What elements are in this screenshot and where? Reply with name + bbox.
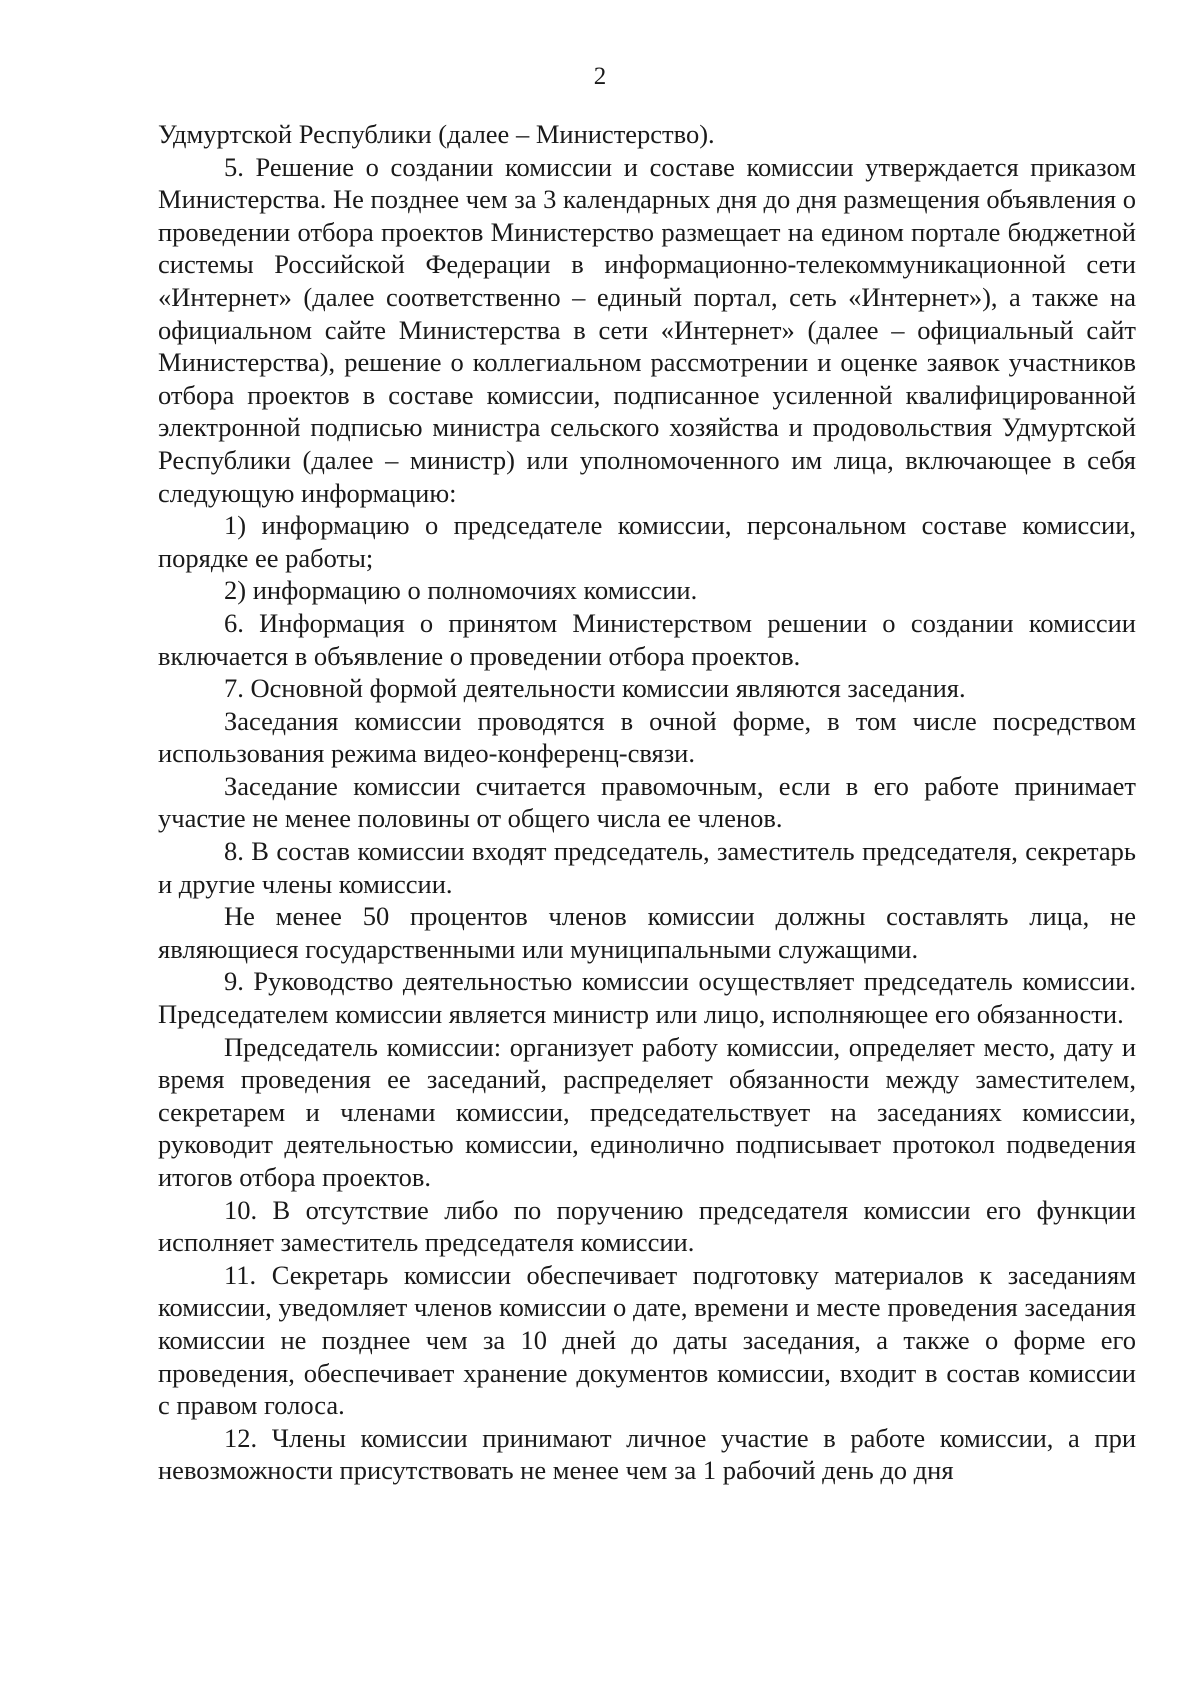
paragraph-item-8-composition: Не менее 50 процентов членов комиссии должны составлять лица, не являющиеся государственными или муниципальными служащими. — [158, 901, 1136, 964]
paragraph-item-5: 5. Решение о создании комиссии и составе комиссии утверждается приказом Министерства. Не позднее чем за 3 календарных дня до дня размещения объявления о проведении отбора проектов Министерство размещает на едином портале бюджетной системы Российской Федерации в информационно-телекоммуникационной сети «Интернет» (далее соответственно – единый портал, сеть «Интернет»), а также на официальном сайте Министерства в сети «Интернет» (далее – официальный сайт Министерства), решение о коллегиальном рассмотрении и оценке заявок участников отбора проектов в составе комиссии, подписанное усиленной квалифицированной электронной подписью министра сельского хозяйства и продовольствия Удмуртской Республики (далее – министр) или уполномоченного им лица, включающее в себя следующую информацию: — [158, 151, 1136, 508]
paragraph-subitem-2: 2) информацию о полномочиях комиссии. — [224, 575, 698, 606]
paragraph-item-6: 6. Информация о принятом Министерством решении о создании комиссии включается в объявление о проведении отбора проектов. — [158, 607, 1136, 671]
paragraph-item-7-meetings-form: Заседания комиссии проводятся в очной форме, в том числе посредством использования режима видео-конференц-связи. — [158, 705, 1136, 769]
paragraph-item-9-chairman-duties: Председатель комиссии: организует работу комиссии, определяет место, дату и время проведения ее заседаний, распределяет обязанности между заместителем, секретарем и членами комиссии, председательствует на заседаниях комиссии, руководит деятельностью комиссии, единолично подписывает протокол подведения итогов отбора проектов. — [158, 1031, 1136, 1192]
paragraph-item-10: 10. В отсутствие либо по поручению председателя комиссии его функции исполняет заместитель председателя комиссии. — [158, 1194, 1136, 1258]
paragraph-item-7: 7. Основной формой деятельности комиссии являются заседания. — [224, 673, 966, 704]
paragraph-subitem-1: 1) информацию о председателе комиссии, персональном составе комиссии, порядке ее работы; — [158, 510, 1136, 573]
paragraph-item-7-quorum: Заседание комиссии считается правомочным, если в его работе принимает участие не менее половины от общего числа ее членов. — [158, 770, 1136, 834]
paragraph-continuation: Удмуртской Республики (далее – Министерство). — [158, 119, 715, 149]
paragraph-item-12: 12. Члены комиссии принимают личное участие в работе комиссии, а при невозможности присутствовать не менее чем за 1 рабочий день до дня — [158, 1422, 1136, 1486]
page-number: 2 — [593, 63, 607, 90]
paragraph-item-9: 9. Руководство деятельностью комиссии осуществляет председатель комиссии. Председателем комиссии является министр или лицо, исполняющее его обязанности. — [158, 966, 1136, 1030]
document-body — [158, 118, 1136, 1487]
paragraph-item-8: 8. В состав комиссии входят председатель, заместитель председателя, секретарь и другие члены комиссии. — [158, 836, 1136, 899]
paragraph-item-11: 11. Секретарь комиссии обеспечивает подготовку материалов к заседаниям комиссии, уведомляет членов комиссии о дате, времени и месте проведения заседания комиссии не позднее чем за 10 дней до даты заседания, а также о форме его проведения, обеспечивает хранение документов комиссии, входит в состав комиссии с правом голоса. — [158, 1259, 1136, 1421]
